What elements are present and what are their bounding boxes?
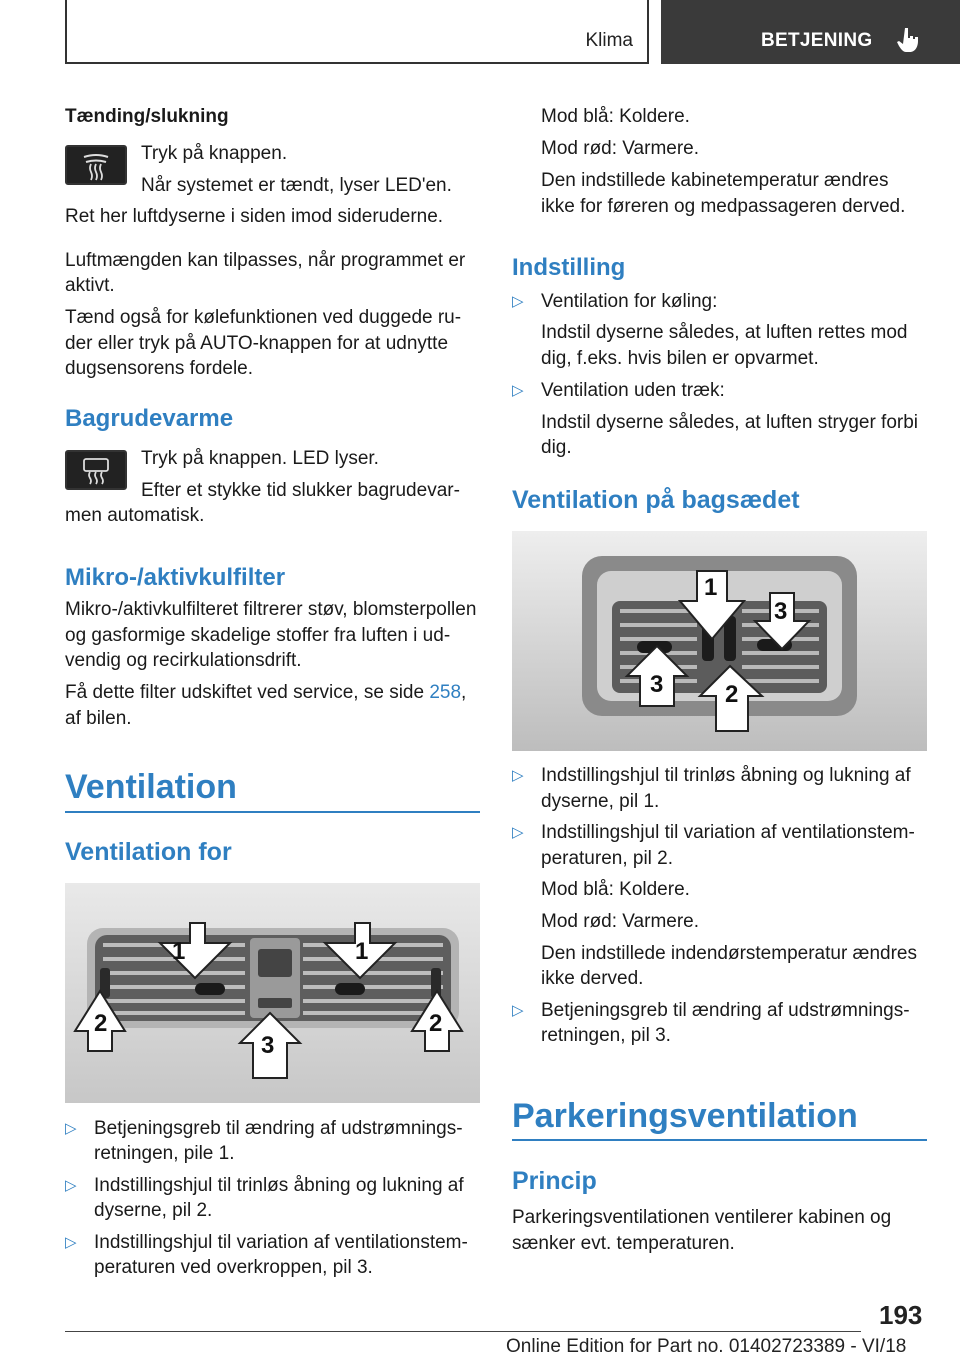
setting-heading: Indstilling (512, 254, 626, 281)
principle-text-2: sænker evt. temperaturen. (512, 1233, 735, 1254)
right-text-4: ikke for føreren og medpassageren derved. (541, 196, 906, 217)
filter-text-5: af bilen. (65, 708, 132, 729)
rear-bullet-1-line-1: Indstillingshjul til trinløs åbning og lukning af (541, 765, 911, 786)
front-label-2b: 2 (429, 1010, 443, 1037)
triangle-bullet-icon: ▷ (65, 1234, 77, 1251)
right-text-2: Mod rød: Varmere. (541, 138, 700, 159)
rear-window-heading: Bagrudevarme (65, 405, 234, 432)
right-text-3: Den indstillede kabinetemperatur ændres (541, 170, 889, 191)
setting-2-line-2: Indstil dyserne således, at luften stryger forbi (541, 412, 919, 433)
on-off-text-1: Tryk på knappen. (141, 143, 288, 164)
filter-text-4b: , (461, 682, 467, 703)
defrost-button-icon (65, 145, 127, 185)
rear-vent-image (512, 531, 927, 751)
filter-text-3: vendig og recirkulationsdrift. (65, 650, 302, 671)
front-label-1b: 1 (355, 938, 369, 965)
rear-text-2: Efter et stykke tid slukker bagrudevar- (141, 480, 460, 501)
footer-edition: Online Edition for Part no. 01402723389 - VI/18 (506, 1336, 907, 1357)
triangle-bullet-icon: ▷ (512, 382, 524, 399)
rear-bullet-2-line-4: Mod rød: Varmere. (541, 911, 700, 932)
header-section-title: Klima (585, 30, 633, 51)
rear-label-3b: 3 (650, 671, 664, 698)
right-text-1: Mod blå: Koldere. (541, 106, 690, 127)
paragraph-2-line-1: Tænd også for kølefunktionen ved duggede ru- (65, 307, 462, 328)
triangle-bullet-icon: ▷ (512, 293, 524, 310)
rear-defrost-button-icon (65, 450, 127, 490)
page-link-258[interactable]: 258 (429, 682, 462, 703)
rear-ventilation-heading: Ventilation på bagsædet (512, 486, 800, 514)
rear-bullet-2-line-2: peraturen, pil 2. (541, 848, 674, 869)
paragraph-2-line-2: der eller tryk på AUTO-knappen for at udnytte (65, 333, 449, 354)
triangle-bullet-icon: ▷ (65, 1177, 77, 1194)
filter-text-4a: Få dette filter udskiftet ved service, se side (65, 682, 430, 703)
on-off-text-3: Ret her luftdyserne i siden imod sideruderne. (65, 206, 444, 227)
setting-1-line-2: Indstil dyserne således, at luften rettes mod (541, 322, 908, 343)
page-number: 193 (879, 1300, 923, 1330)
front-bullet-3-line-2: peraturen ved overkroppen, pil 3. (94, 1257, 373, 1278)
front-bullet-3-line-1: Indstillingshjul til variation af ventilationstem- (94, 1232, 468, 1253)
rear-label-3a: 3 (774, 598, 788, 625)
front-bullet-2-line-2: dyserne, pil 2. (94, 1200, 213, 1221)
rear-label-1: 1 (704, 574, 718, 601)
rear-bullet-2-line-3: Mod blå: Koldere. (541, 879, 690, 900)
filter-heading: Mikro-/aktivkulfilter (65, 564, 286, 591)
rear-text-1: Tryk på knappen. LED lyser. (141, 448, 379, 469)
paragraph-1-line-1: Luftmængden kan tilpasses, når programmet er (65, 250, 466, 271)
setting-1-line-1: Ventilation for køling: (541, 291, 718, 312)
footer-rule (65, 1331, 861, 1332)
triangle-bullet-icon: ▷ (512, 824, 524, 841)
rear-bullet-2-line-1: Indstillingshjul til variation af ventilationstem- (541, 822, 915, 843)
principle-text-1: Parkeringsventilationen ventilerer kabinen og (512, 1207, 892, 1228)
front-label-1a: 1 (172, 938, 186, 965)
rear-bullet-2-line-5: Den indstillede indendørstemperatur ændres (541, 943, 917, 964)
on-off-text-2: Når systemet er tændt, lyser LED'en. (141, 175, 452, 196)
setting-2-line-3: dig. (541, 437, 572, 458)
header-section-box (65, 0, 649, 64)
rear-bullet-3-line-2: retningen, pil 3. (541, 1025, 671, 1046)
rear-text-3: men automatisk. (65, 505, 205, 526)
front-vent-image (65, 883, 480, 1103)
rear-label-2: 2 (725, 681, 739, 708)
hand-pointer-icon (897, 26, 923, 54)
filter-text-2: og gasformige skadelige stoffer fra luften i ud- (65, 625, 451, 646)
front-label-3: 3 (261, 1032, 275, 1059)
setting-1-line-3: dig, f.eks. hvis bilen er opvarmet. (541, 348, 819, 369)
front-bullet-1-line-2: retningen, pile 1. (94, 1143, 235, 1164)
ventilation-rule (65, 811, 480, 813)
front-ventilation-heading: Ventilation for (65, 838, 232, 866)
parking-ventilation-rule (512, 1139, 927, 1141)
triangle-bullet-icon: ▷ (512, 1002, 524, 1019)
filter-text-1: Mikro-/aktivkulfilteret filtrerer støv, blomsterpollen (65, 599, 477, 620)
filter-text-4 (65, 680, 466, 706)
triangle-bullet-icon: ▷ (512, 767, 524, 784)
paragraph-2-line-3: dugsensorens fordele. (65, 358, 254, 379)
front-bullet-2-line-1: Indstillingshjul til trinløs åbning og lukning af (94, 1175, 464, 1196)
triangle-bullet-icon: ▷ (65, 1120, 77, 1137)
parking-ventilation-heading: Parkeringsventilation (512, 1097, 858, 1135)
on-off-heading: Tænding/slukning (65, 106, 229, 127)
rear-bullet-1-line-2: dyserne, pil 1. (541, 791, 660, 812)
ventilation-heading: Ventilation (65, 768, 237, 806)
header-chapter-tab (661, 0, 960, 64)
principle-heading: Princip (512, 1167, 597, 1195)
rear-bullet-3-line-1: Betjeningsgreb til ændring af udstrømnings- (541, 1000, 910, 1021)
setting-2-line-1: Ventilation uden træk: (541, 380, 725, 401)
paragraph-1-line-2: aktivt. (65, 275, 115, 296)
rear-bullet-2-line-6: ikke derved. (541, 968, 644, 989)
front-bullet-1-line-1: Betjeningsgreb til ændring af udstrømnings- (94, 1118, 463, 1139)
front-label-2a: 2 (94, 1010, 108, 1037)
header-chapter-title: BETJENING (761, 30, 873, 51)
